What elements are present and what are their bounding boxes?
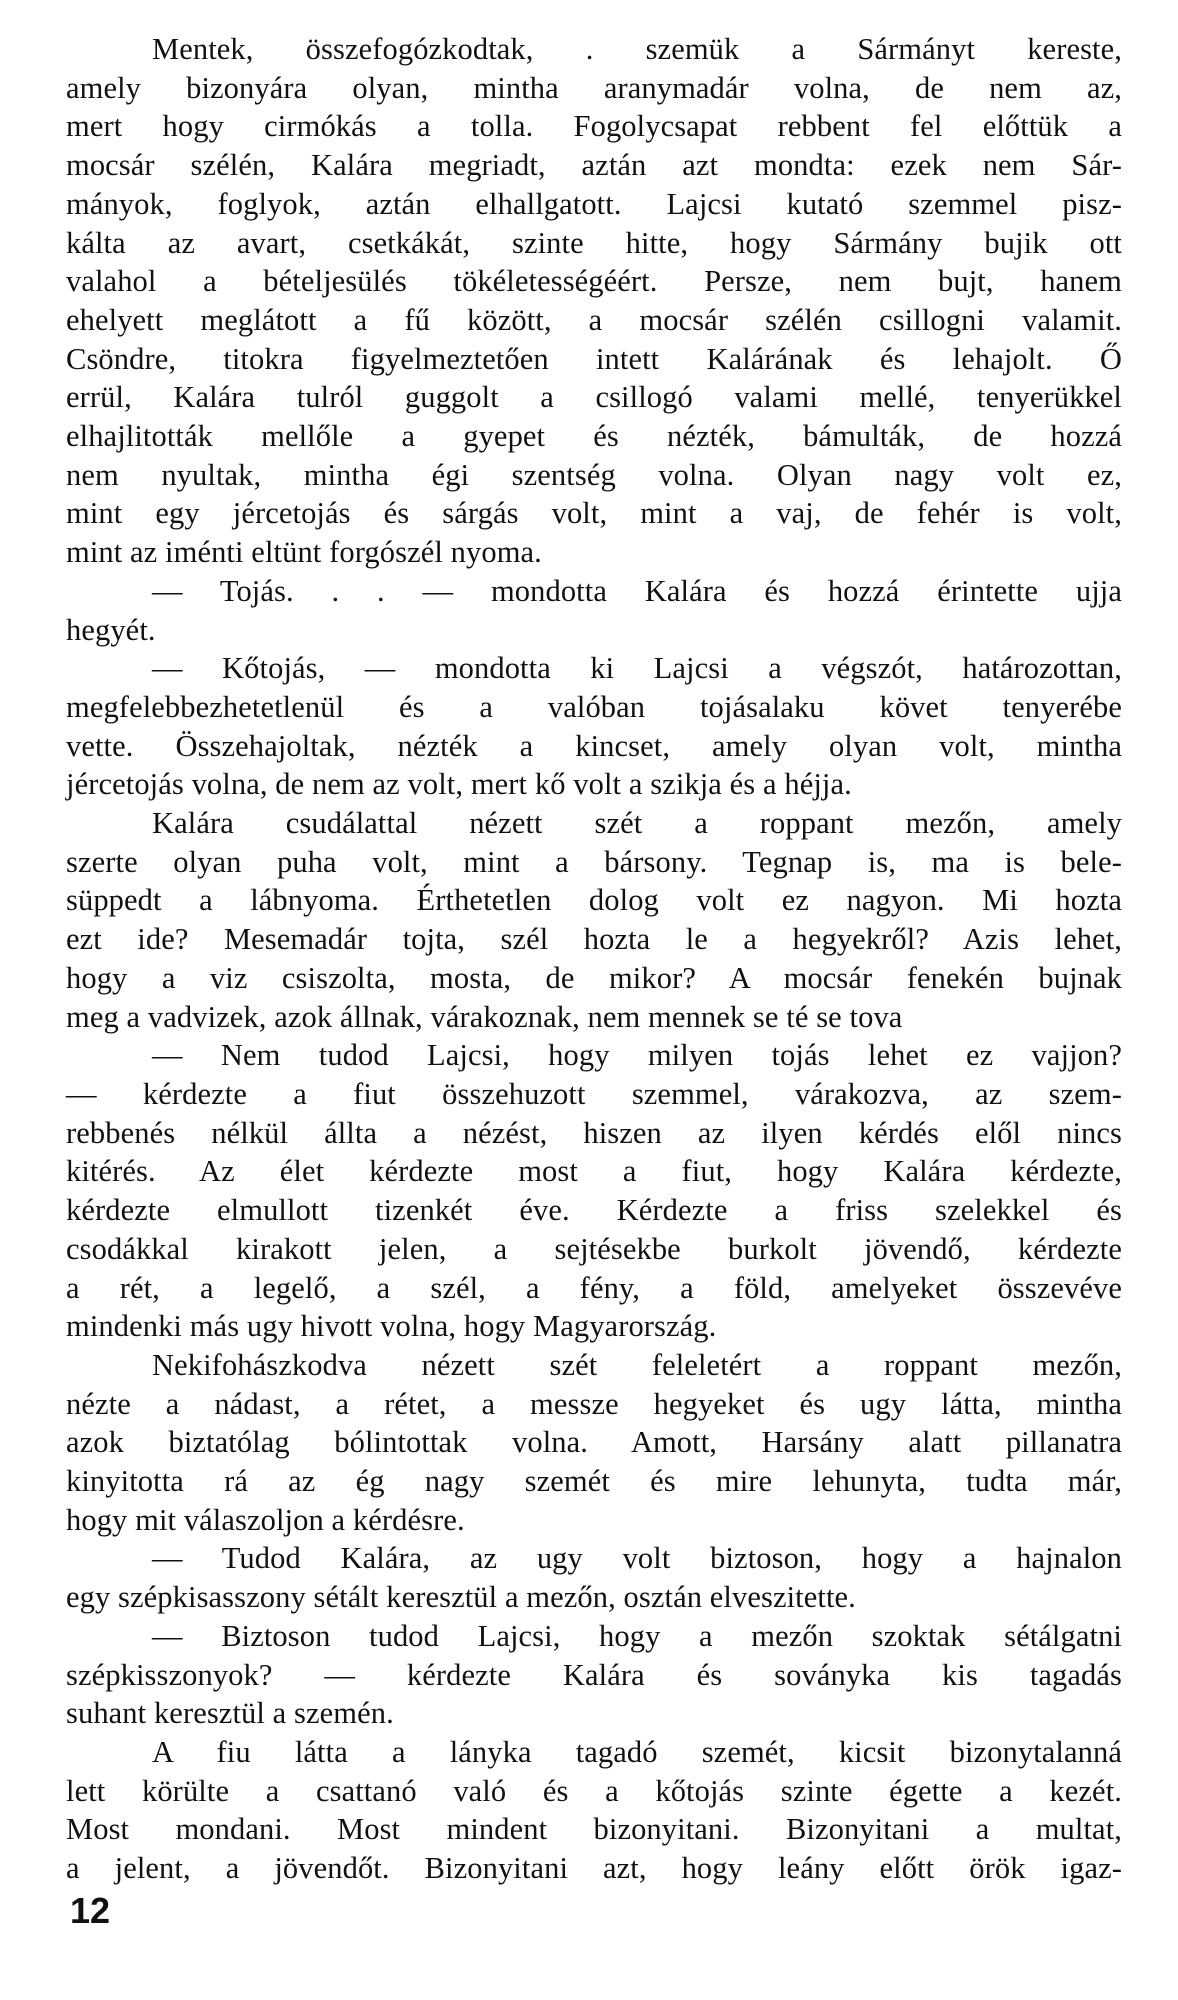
text-line: — Tojás. . . — mondotta Kalára és hozzá érintette ujja: [152, 573, 1122, 608]
text-line: megfelebbezhetetlenül és a valóban tojásalaku követ tenyerébe: [66, 689, 1122, 724]
text-line: ezt ide? Mesemadár tojta, szél hozta le a hegyekről? Azis lehet,: [66, 922, 1122, 957]
text-line: hogy mit válaszoljon a kérdésre.: [66, 1502, 465, 1537]
text-line: ehelyett meglátott a fű között, a mocsár szélén csillogni valamit.: [66, 302, 1122, 337]
text-line: szerte olyan puha volt, mint a bársony. Tegnap is, ma is bele-: [66, 844, 1122, 879]
text-line: Kalára csudálattal nézett szét a roppant mezőn, amely: [152, 806, 1122, 841]
text-line: — Tudod Kalára, az ugy volt biztoson, hogy a hajnalon: [152, 1541, 1122, 1576]
text-line: amely bizonyára olyan, mintha aranymadár volna, de nem az,: [66, 70, 1122, 105]
text-line: nézte a nádast, a rétet, a messze hegyeket és ugy látta, mintha: [66, 1386, 1122, 1421]
text-line: — Kőtojás, — mondotta ki Lajcsi a végszót, határozottan,: [152, 651, 1122, 686]
text-line: kinyitotta rá az ég nagy szemét és mire lehunyta, tudta már,: [66, 1464, 1122, 1499]
text-line: nem nyultak, mintha égi szentség volna. Olyan nagy volt ez,: [66, 457, 1122, 492]
book-page: [66, 30, 1122, 1970]
text-line: jércetojás volna, de nem az volt, mert kő volt a szikja és a héjja.: [66, 767, 852, 802]
text-line: — kérdezte a fiut összehuzott szemmel, várakozva, az szem-: [66, 1076, 1122, 1111]
text-line: kitérés. Az élet kérdezte most a fiut, hogy Kalára kérdezte,: [66, 1154, 1122, 1189]
text-line: mindenki más ugy hivott volna, hogy Magyarország.: [66, 1309, 717, 1344]
body-text: [66, 30, 1122, 1888]
text-line: hegyét.: [66, 612, 156, 647]
text-line: hogy a viz csiszolta, mosta, de mikor? A mocsár fenekén bujnak: [66, 960, 1122, 995]
text-line: szépkisszonyok? — kérdezte Kalára és soványka kis tagadás: [66, 1657, 1122, 1692]
text-line: suhant keresztül a szemén.: [66, 1696, 394, 1731]
text-line: rebbenés nélkül állta a nézést, hiszen az ilyen kérdés elől nincs: [66, 1115, 1122, 1150]
text-line: valahol a bételjesülés tökéletességéért. Persze, nem bujt, hanem: [66, 264, 1122, 299]
text-line: A fiu látta a lányka tagadó szemét, kicsit bizonytalanná: [152, 1734, 1122, 1769]
text-line: lett körülte a csattanó való és a kőtojás szinte égette a kezét.: [66, 1773, 1122, 1808]
text-line: — Biztoson tudod Lajcsi, hogy a mezőn szoktak sétálgatni: [152, 1618, 1122, 1653]
page-number: 12: [70, 1890, 111, 1931]
text-line: mint az iménti eltünt forgószél nyoma.: [66, 535, 542, 570]
text-line: süppedt a lábnyoma. Érthetetlen dolog volt ez nagyon. Mi hozta: [66, 883, 1122, 918]
text-line: Csöndre, titokra figyelmeztetően intett Kalárának és lehajolt. Ő: [66, 341, 1122, 376]
text-line: errül, Kalára tulról guggolt a csillogó valami mellé, tenyerükkel: [66, 380, 1122, 415]
text-line: egy szépkisasszony sétált keresztül a mezőn, osztán elveszitette.: [66, 1580, 856, 1615]
text-line: mocsár szélén, Kalára megriadt, aztán azt mondta: ezek nem Sár-: [66, 148, 1122, 183]
text-line: kérdezte elmullott tizenkét éve. Kérdezte a friss szelekkel és: [66, 1193, 1122, 1228]
text-line: elhajlitották mellőle a gyepet és nézték, bámulták, de hozzá: [66, 419, 1122, 454]
text-line: vette. Összehajoltak, nézték a kincset, amely olyan volt, mintha: [66, 728, 1122, 763]
text-line: Most mondani. Most mindent bizonyitani. Bizonyitani a multat,: [66, 1812, 1122, 1847]
text-line: azok biztatólag bólintottak volna. Amott, Harsány alatt pillanatra: [66, 1425, 1122, 1460]
text-line: mint egy jércetojás és sárgás volt, mint a vaj, de fehér is volt,: [66, 496, 1122, 531]
text-line: Mentek, összefogózkodtak, . szemük a Sármányt kereste,: [152, 32, 1122, 66]
text-line: a rét, a legelő, a szél, a fény, a föld, amelyeket összevéve: [66, 1270, 1122, 1305]
text-line: mert hogy cirmókás a tolla. Fogolycsapat rebbent fel előttük a: [66, 109, 1122, 144]
text-line: a jelent, a jövendőt. Bizonyitani azt, hogy leány előtt örök igaz-: [66, 1851, 1122, 1886]
text-line: kálta az avart, csetkákát, szinte hitte, hogy Sármány bujik ott: [66, 225, 1122, 260]
text-line: csodákkal kirakott jelen, a sejtésekbe burkolt jövendő, kérdezte: [66, 1231, 1122, 1266]
text-line: mányok, foglyok, aztán elhallgatott. Lajcsi kutató szemmel pisz-: [66, 186, 1122, 221]
text-line: — Nem tudod Lajcsi, hogy milyen tojás lehet ez vajjon?: [152, 1038, 1122, 1073]
text-line: Nekifohászkodva nézett szét feleletért a roppant mezőn,: [152, 1347, 1122, 1382]
text-line: meg a vadvizek, azok állnak, várakoznak, nem mennek se té se tova: [66, 999, 903, 1034]
